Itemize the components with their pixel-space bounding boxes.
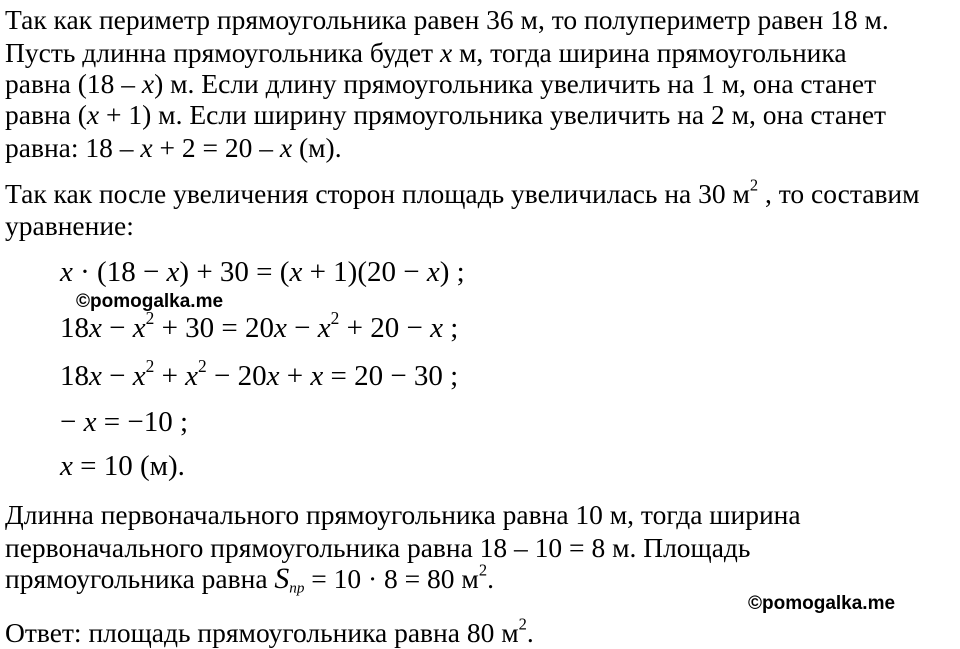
text-line: равна (x + 1) м. Если ширину прямоугольника увеличить на 2 м, она станет bbox=[5, 99, 887, 130]
answer-line: Ответ: площадь прямоугольника равна 80 $м^2$. bbox=[5, 614, 534, 648]
equation-4: − x = −10 ; bbox=[60, 406, 189, 438]
text-line: прямоугольника равна $S_{пр} = 10 \cdot 8 = 80$ $м^2$. bbox=[5, 560, 494, 597]
text-line: Пусть длинна прямоугольника будет x м, тогда ширина прямоугольника bbox=[5, 37, 847, 68]
text-line: Так как после увеличения сторон площадь увеличилась на 30 $м^2$ , то составим bbox=[5, 175, 920, 209]
equation-3: $18x - x^2 + x^2 - 20x + x = 20 - 30$ ; bbox=[60, 355, 459, 392]
watermark: ©pomogalka.me bbox=[748, 593, 896, 614]
watermark: ©pomogalka.me bbox=[76, 291, 224, 312]
text-line: Длинна первоначального прямоугольника равна 10 м, тогда ширина bbox=[5, 499, 801, 530]
text-line: равна: 18 – x + 2 = 20 – x (м). bbox=[5, 132, 342, 163]
text-line: первоначального прямоугольника равна 18 – 10 = 8 м. Площадь bbox=[5, 532, 751, 563]
equation-1: x · (18 − x) + 30 = (x + 1)(20 − x) ; bbox=[60, 256, 465, 288]
equation-2: $18x - x^2 + 30 = 20x - x^2 + 20 - x$ ; bbox=[60, 307, 459, 344]
equation-5: x = 10 (м). bbox=[60, 450, 185, 482]
text-line: уравнение: bbox=[5, 210, 134, 241]
text-line: равна (18 – x) м. Если длину прямоугольника увеличить на 1 м, она станет bbox=[5, 68, 877, 99]
text-line: Так как периметр прямоугольника равен 36 м, то полупериметр равен 18 м. bbox=[5, 4, 889, 35]
